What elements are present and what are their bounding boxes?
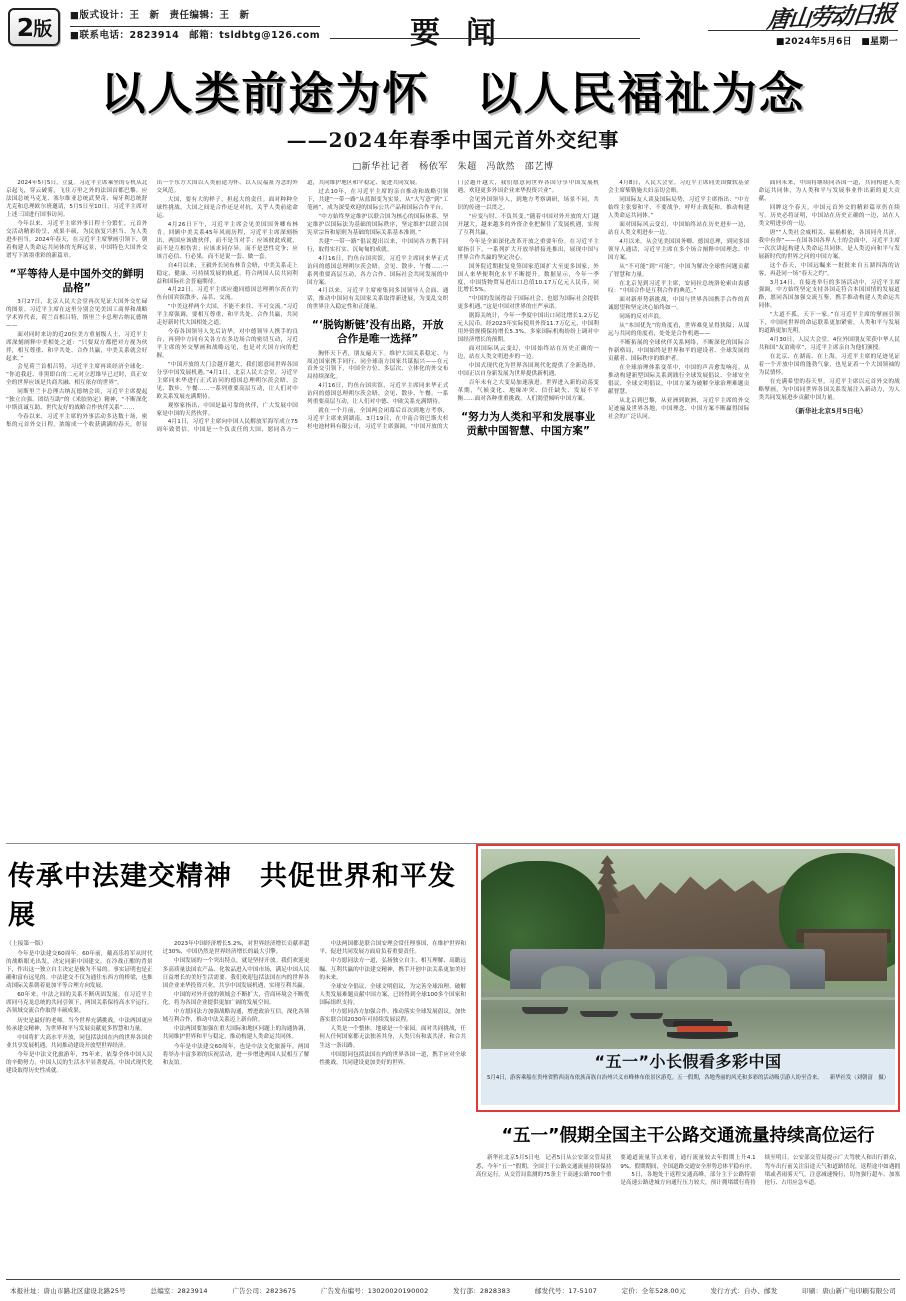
article-paragraph: 中国将扩大高水平开放，同包括法国在内的世界各国企业共享发展机遇，共同推动建设开放型世界经济。 [6, 1034, 153, 1049]
photo-image [481, 849, 895, 1049]
article-paragraph: 据海关统计，今年一季度中国出口同比增长1.2万亿元人民币。经2023年实际使用外资11.7万亿元，中国利用外资规模保持增长5.3%。多家国际机构纷纷上调对中国经济增长的预期。 [457, 313, 599, 344]
footer-item: 总编室：2823914 [150, 1287, 208, 1295]
article-paragraph: 观察家指出，中国是最可靠的伙伴，广大发展中国家是中国的天然伙伴。 [156, 402, 298, 417]
newspaper-nameplate [708, 2, 898, 47]
article-paragraph: 人类是一个整体，地球是一个家园。面对共同挑战，任何人任何国家都无法独善其身，人类只有和衷共济、和合共生这一条出路。 [319, 1026, 466, 1049]
article-paragraph: 大国，要有大的样子，担起大的责任。面对种种全球性挑战，大国之间是合作还是对抗，关乎人类前途命运。 [156, 197, 298, 219]
lead-subheadline: ——2024年春季中国元首外交纪事 [286, 128, 620, 153]
article-paragraph: 4月30日，人民大会堂。4位外国朋友荣获中华人民共和国“友谊勋章”，习近平主席亲自为他们颁授。 [758, 337, 900, 351]
photo-tourist-boat [667, 1021, 737, 1039]
article-paragraph: 4月8日，人民大会堂。习近平主席同美国微软基金会主席柴勒施夫妇亲切会晤。 [608, 180, 750, 195]
photo-caption-title: “五一”小长假看多彩中国 [594, 1052, 782, 1072]
article-paragraph: 从北京到巴黎，从亚洲到欧洲，习近平主席的外交足迹遍及世界各地，中国理念、中国方案不断赢得国际社会的广泛认同。 [608, 397, 750, 420]
china-france-headline: 传承中法建交精神 共促世界和平发展 [8, 861, 456, 932]
footer-item: 发行部：2828383 [453, 1287, 511, 1295]
article-paragraph: “中美这样两个大国，不能不来往、不可交流。”习近平主席强调，要相互尊重、和平共处、合作共赢，共同走好新时代大国相处之道。 [156, 304, 298, 327]
article-paragraph: 百年未有之大变局加速演进。世界进入新的动荡变革期，气候变化、地缘冲突、信任缺失、发展不平衡……面对各种重重挑战，人们渴望倾听中国方案。 [457, 379, 599, 402]
article-paragraph: 4月16日，钓鱼台国宾馆。习近平主席同来华正式访问的德国总理朔尔茨会晤。会见、散步、午餐……一系列重要高层互动，各方合作、国际社会共同发展的中国方案。 [307, 255, 449, 286]
article-paragraph: 面对新形势新挑战，中国与世界各国携手合作的真诚愿望和坚定决心始终如一。 [608, 297, 750, 312]
footer-item: 本报社址：唐山市路北区建设北路25号 [10, 1287, 126, 1295]
masthead [0, 0, 906, 62]
article-paragraph: 中法两国都是联合国安理会常任理事国，在维护世界和平、促进共同发展方面肩负着重要责任。 [319, 941, 466, 956]
article-paragraph: “中方始终坚定维护以联合国为核心的国际体系，坚定维护以国际法为基础的国际秩序，坚定维护以联合国宪章宗旨和原则为基础的国际关系基本准则。” [307, 214, 449, 236]
article-paragraph: 中方愿同法方加强战略沟通，增进政治互信，深化各领域互利合作，推动中法关系迈上新台阶。 [162, 1009, 310, 1024]
article-paragraph: 今年是中法建交60周年，也是中法文化旅游年，两国将举办丰富多彩的庆祝活动，进一步增进两国人民相互了解和友谊。 [162, 1043, 310, 1066]
article-paragraph: 3月27日，北京人民大会堂再次见证大国外交忙碌的图景。习近平主席在这里分别会见美国工商界和战略学术界代表，荷兰首相吕特，斯里兰卡总理古纳瓦德纳—— [6, 298, 148, 329]
article-paragraph: 同场的反对声浪。 [619, 314, 665, 321]
photo-credit: 新华社发（刘朝富 摄） [829, 1074, 889, 1081]
photo-boat [522, 1007, 568, 1014]
photo-bridge-arch [601, 960, 654, 993]
article-paragraph: 面向未来，中国将继续同各国一道，共同构建人类命运共同体，为人类和平与发展事业作出新的更大贡献。 [758, 180, 900, 203]
photo-caption-area [481, 1049, 895, 1105]
article-paragraph: 中国的对外开放的领域会不断扩大，营商环境会不断优化，将为各国企业提供更加广阔的发展空间。 [162, 991, 310, 1007]
lead-byline: □新华社记者 杨依军 朱超 冯歆然 邵艺博 [352, 162, 554, 173]
article-paragraph: 今年是中法建交60周年。60年前，戴高乐将军从时代的战略眼光出发，决定同新中国建交。在冷战正酣的背景下，作出这一独立自主决定是极为不易的。事实证明也是正确和富有远见的。中法建交不仅为通往东西方的桥梁，也推动国际关系朝着更加平等合理方向发展。 [6, 950, 153, 990]
footer-item: 广告发布编号：13020020190002 [320, 1287, 429, 1295]
article-paragraph: 中国愿同包括法国在内的世界各国一道，携手应对全球性挑战，共同建设更加美好的世界。 [319, 1051, 466, 1066]
article-paragraph: 这个春天，中国远瞩来一批批来自五湖四海的访客，再赴同一场“春天之约”。 [758, 262, 900, 277]
page-number: 2 [16, 12, 34, 42]
nameplate-logo: 唐山劳动日报 [765, 0, 896, 34]
article-paragraph: 在北京见到习近平主席，安同拉总统洛伦索由衷感叹：“中国合作是互利合作的典范。” [608, 280, 750, 295]
article-paragraph: “中国的发展得益于国际社会，也愿为国际社会提供更多机遇。”这是中国对世界的庄严承诺。 [457, 296, 599, 311]
article-paragraph: 中国发展的一个突出特点，就是坚持开放。我们欢迎更多高质量法国农产品、化妆品进入中国市场，满足中国人民日益增长的美好生活需要。我们欢迎包括法国在内的世界各国企业来华投资兴业，共享中国发展机遇，实现互利共赢。 [162, 958, 310, 989]
lead-article-body [6, 180, 900, 840]
article-paragraph: 在全球治理体系变革中，中国的声音愈发响亮。从推动构建新型国际关系到践行全球发展倡议、全球安全倡议、全球文明倡议，中国方案为破解全球治理难题贡献智慧。 [608, 364, 750, 395]
china-france-body [6, 940, 466, 1270]
article-paragraph: 今年以来，习近平主席外事日程十分繁忙，元首外交活动精彩纷呈，成果丰硕，为民族复兴担当、为人类进步担当。2024年春天，在习近平主席擘画引领下，朝着构建人类命运共同体的光辉远景，中国特色大国外交谱写下浓墨重彩的新篇章。 [6, 220, 148, 259]
footer-item: 发行方式：自办、邮发 [710, 1287, 778, 1295]
article-paragraph: 中国式现代化为世界各国现代化提供了全新选择，中国正以自身新发展为世界提供新机遇。 [457, 362, 599, 377]
traffic-article-body [476, 1154, 900, 1214]
article-section-heading: “平等待人是中国外交的鲜明品格” [9, 267, 144, 294]
traffic-article-headline: “五一”假期全国主干公路交通流量持续高位运行 [501, 1126, 875, 1147]
staff-divider [70, 26, 320, 27]
article-paragraph: 4月1日，习近平主席向中国人民解放军海军成立75周年致贺信。中国是一个负责任的大国，愿同各方一道，共同维护地区和平稳定、促进共同发展。 [156, 180, 421, 434]
lead-headline: 以人类前途为怀 以人民福祉为念 [100, 67, 806, 120]
article-paragraph: 全球安全倡议、全球文明倡议，为完善全球治理、破解人类发展难题贡献中国方案，已经得到全球100多个国家和国际组织支持。 [319, 983, 466, 1007]
lower-section [6, 844, 900, 1234]
article-paragraph: “中国开放的大门会越开越大，我们愿意同世界各国分享中国发展机遇。”4月1日，北京人民大会堂，习近平主席同来华进行正式访问的德国总理朔尔茨会晤、会见、散步、午餐……一系列重要高层互动，让人们对中欧关系发展充满期待。 [156, 361, 298, 400]
article-paragraph: 自4月以来，王毅外长同布林肯会晤，中美关系走上稳定、健康、可持续发展的轨道，符合两国人民共同利益和国际社会普遍期待。 [156, 262, 298, 285]
article-paragraph: 在北京、在湖南、在上海，习近平主席的足迹见证着一个开放中国的蓬勃气象，也见证着一个大国领袖的为民情怀。 [758, 353, 900, 376]
article-paragraph: 过去10年，在习近平主席的亲自推动和战略引领下，共建“一带一路”从蓝图变为实景，从“大写意”到“工笔画”，成为深受欢迎的国际公共产品和国际合作平台。 [307, 189, 449, 212]
photo-boat [580, 1011, 617, 1017]
china-france-article [6, 844, 472, 1234]
article-paragraph: “应变与时、不负其变。”随着中国对外开放的大门越开越大，越来越多的外资企业把握住了发展机遇，实现了互利共赢。 [457, 214, 599, 236]
staff-design-editor: ■版式设计：王 新 责任编辑：王 新 [70, 10, 250, 21]
article-paragraph: 同斯里兰卡总理古纳瓦德纳会谈，习近平主席提起“独立自强、团结互助”的《米胶协定》精神，“不断深化中斯真诚互助、世代友好的战略合作伙伴关系”…… [6, 389, 148, 412]
section-title: 要闻 [410, 16, 522, 51]
article-paragraph: 5日，各地处于返程交通高峰，部分主干公路特别是高速公路进城方向通行压力较大，预计拥堵缓行将持续至明日。公安部交管局提示广大驾驶人和出行群众，驾车出行前关注沿途天气和道路情况，返程途中如遇拥堵或者雨雾天气，注意减速慢行，切勿强行超车、加塞抢行、占用应急车道。 [620, 1155, 900, 1186]
article-paragraph: 面对同时来访的近20位美方重量级人士，习近平主席深刻阐释中美相处之道：“只要双方都把对方视为伙伴，相互尊重、和平共处、合作共赢，中美关系就会好起来。” [6, 331, 148, 362]
article-paragraph: 回眸这个春天，中国元首外交的精彩篇章仍在续写。历史必将证明，中国站在历史正确的一边，站在人类文明进步的一边。 [758, 205, 900, 227]
article-paragraph: 中法两国要加强在重大国际和地区问题上的沟通协调，共同维护世界和平与稳定，推动构建人类命运共同体。 [162, 1026, 310, 1041]
page-footer [6, 1279, 900, 1301]
article-paragraph: 面对国际风云变幻，中国始终站在历史正确的一边，站在人类文明进步的一边。 [457, 346, 599, 360]
photo-water-reflection [481, 997, 895, 1000]
article-dateline-end: （新华社北京5月5日电） [791, 406, 867, 415]
photo-caption-body [487, 1074, 889, 1083]
section-title-rule [330, 38, 640, 39]
article-paragraph: 会见外国领导人，到地方考察调研，场景不同，共识的传递一以贯之。 [457, 197, 599, 212]
footer-item: 邮发代号：17-5107 [534, 1287, 597, 1295]
staff-contact: ■联系电话：2823914 邮箱：tsldbtg@126.com [70, 29, 321, 41]
article-section-heading: “努力为人类和平和发展事业贡献中国智慧、中国方案” [461, 410, 596, 437]
article-paragraph: 今年是全面深化改革开放之重要年份。在习近平主席指引下，一系列扩大开放举措接连推出，展现中国与世界合作共赢的坚定决心。 [457, 238, 599, 261]
article-paragraph: 今年是中法文化旅游年，75年来，依靠全体中国人民的辛勤努力，中国人民的生活水平显著提高，中国式现代化建设取得历史性成就。 [6, 1051, 153, 1075]
article-paragraph: 国务院近期批复免签国家范围扩大至更多国家，外国人来华便利化水平不断提升。数据显示，今年一季度，中国货物贸易进出口总值10.17万亿元人民币，同比增长5%。 [457, 263, 599, 294]
footer-item: 定价：全年528.00元 [621, 1287, 686, 1295]
article-paragraph: 4月以来，习近平主席密集同多国领导人会面、通话，推动中国同有关国家关系取得新进展，为变乱交织的世界注入稳定性和正能量。 [307, 288, 449, 311]
photo-stone-arch-bridge [510, 949, 825, 993]
footer-item: 印刷：唐山新广电印刷有限公司 [802, 1287, 896, 1295]
article-paragraph: 新华社北京5月5日电 记者5日从公安部交管局获悉，今年“五一”假期，全国主干公路交通流量持续保持高位运行。从交管局监测的75条主干高速公路700个重要通道流量节点来看，通行流量较去年假期上升4.19%。假期期间，全国道路交通安全形势总体平稳有序。 [476, 1155, 756, 1178]
photo-boat-hull [667, 1032, 737, 1040]
article-paragraph: 唐“”人类社会威相关、福祸相依，各国同舟共济，我中有你”——在国各国各界人士的会面中，习近平主席一次次讲起构建人类命运共同体，是人类迈向和平与发展新时代的世界之问的中国方案。 [758, 229, 900, 260]
article-paragraph: 4月以来，从会见美国国务卿、德国总理，到同多国领导人通话，习近平主席在多个场合阐释中国理念、中国方案。 [608, 238, 750, 261]
article-paragraph: 2023年中国经济增长5.2%，对世界经济增长贡献率超过30%，中国仍然是世界经济增长的最大引擎。 [162, 941, 310, 956]
footer-item: 广告公司：2823675 [232, 1287, 297, 1295]
article-paragraph: 今春各国领导人先后访华，对中德领导人携手的良台，再到中方同有关各方在多边场合的密切互动，习近平主席的外交擘画和战略远见，也是对大国方向的把握。 [156, 329, 298, 359]
article-paragraph: 4月16日，钓鱼台国宾馆，习近平主席同来华正式访问的德国总理朔尔茨会晤、会见、散步、午餐。一系列重要高层互动，让人们对中德、中欧关系充满期待。 [307, 383, 449, 406]
photo-feature-box [476, 844, 900, 1112]
article-paragraph: 中方愿同各方加强合作，推动落实全球发展倡议，加快落实联合国2030年可持续发展议程。 [319, 1009, 466, 1024]
photo-boat [630, 1013, 663, 1019]
publication-date: ■2024年5月6日 ■星期一 [775, 37, 898, 47]
article-paragraph: 从“不可能”到“可能”，中国为解决全球性问题贡献了智慧和力量。 [608, 263, 750, 278]
photo-caption-text: 5月4日，游客乘船在贵州省黔西南布依族苗族自治州兴义市峰林布依景区游览。五一假期，各地秀丽的风光和多彩的活动吸引游人纷至沓来。 [487, 1074, 823, 1081]
article-section-heading: “‘脱钩断链’没有出路，开放合作是唯一选择” [311, 319, 444, 346]
right-column [472, 844, 900, 1234]
page-unit-label: 版 [33, 17, 52, 40]
photo-bridge-arch [667, 956, 727, 993]
article-paragraph: 就在一个月前，全国两会闭幕后首次到地方考察，习近平主席来到湖南。3月19日，在中南合资巴斯夫杉杉电池材料有限公司，习近平主席强调，“中国开放的大门会越开越大，我们愿意同世界各国分享中国发展机遇，欢迎更多外国企业来华投资兴业”。 [307, 180, 599, 431]
continuation-note: （上接第一版） [6, 941, 47, 948]
article-paragraph: 2024年5月5日，立夏。习近平主席乘坐的专机从北京起飞，穿云破雾，飞往万里之外的法国首都巴黎。应法国总统马克龙、塞尔维亚总统武契奇、匈牙利总统舒尤克和总理欧尔班邀请，5月5日至10日，习近平主席对上述三国进行国事访问。 [6, 180, 148, 218]
article-paragraph: 共建“一带一路”倡议提出以来，中国同各方携手同行，取得实打实、沉甸甸的成就。 [307, 238, 449, 253]
article-paragraph: 胸怀天下者，朋友遍天下。维护大国关系稳定、与周边国家携手同行、同全球南方国家共谋振兴——在元首外交引领下，中国全方位、多层次、立体化的外交布局持续深化。 [307, 350, 449, 381]
article-paragraph: 4月26日下午，习近平主席会见美国国务卿布林肯。回顾中美关系45年风雨历程，习近平主席深刻指出，两国应该做伙伴，而不是当对手；应该彼此成就，而不是互相伤害；应该求同存异，而不是恶性竞争；应该言必信、行必果，而不是说一套、做一套。 [156, 221, 298, 260]
article-paragraph: 从“本国优先”的角度看，世界难免显得狭隘；从谋远与共同的角度看，处处是合作机遇—— [608, 323, 750, 338]
article-paragraph: 3月14日，在接连举行的多场活动中，习近平主席强调，中方始终坚定支持各国走符合本国国情的发展道路，愿同各国加强交流互鉴，携手推动构建人类命运共同体。 [758, 279, 900, 310]
article-paragraph: 中方愿同法方一道，弘扬独立自主、相互理解、高瞻远瞩、互利共赢的中法建交精神，携手开创中法关系更加美好的未来。 [319, 958, 466, 981]
staff-credits [70, 6, 320, 43]
article-paragraph: 不断拓展的全球伙伴关系网络，不断深化的国际合作新格局，中国始终是世界和平的建设者、全球发展的贡献者、国际秩序的维护者。 [608, 340, 750, 362]
article-paragraph: 历史是最好的老师。当今世界充满挑战，中法两国更应传承建交精神，为世界和平与发展贡献更多智慧和力量。 [6, 1017, 153, 1032]
article-paragraph: 面对国际风云变幻，中国始终站在历史进步一边，站在人类文明进步一边。 [608, 221, 750, 236]
article-paragraph: 会见荷兰首相吕特，习近平主席再谈经济全球化：“你追我赶、非黑即白的二元对立思维早已过时，真正安全的世界应该是共商共融、相互依存的世界”。 [6, 364, 148, 387]
article-paragraph: “大道不孤，天下一家。”在习近平主席的擘画引领下，中国同世界的命运联系更加紧密，人类和平与发展的道路更加光明。 [758, 312, 900, 335]
article-paragraph: 同国际友人谈及国际局势，习近平主席指出：“中方始终主张要和平、不要战争，呼吁止战促和，推动构建人类命运共同体。” [608, 197, 750, 219]
article-paragraph: 4月22日，习近平主席应邀同德国总理朔尔茨在钓鱼台国宾馆散步、品茗、交流。 [156, 287, 298, 302]
article-paragraph: 在充满希望的春天里，习近平主席以元首外交的战略擘画，为中国同世界各国关系发展注入新动力，为人类共同发展进步贡献中国力量。 [758, 378, 900, 401]
page-number-badge [8, 8, 60, 46]
article-paragraph: 今春以来，习近平主席的外事活动多达数十场，密集的元首外交日程，浓缩成一个收获满满的春天，彰显出一个东方大国以人类前途为怀、以人民福祉为念的外交风范。 [6, 180, 298, 429]
article-paragraph: 60年来，中法之间的关系不断巩固发展。在习近平主席同马克龙总统的共同引领下，两国关系保持高水平运行，各领域交流合作取得丰硕成果。 [6, 992, 153, 1015]
